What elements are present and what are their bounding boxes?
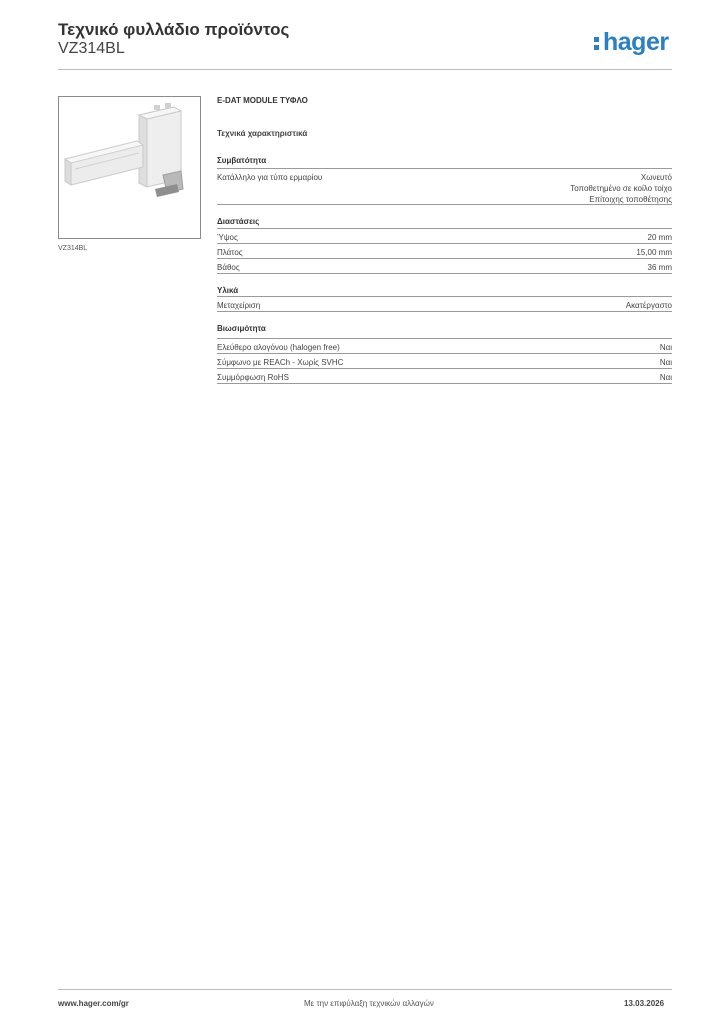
spec-value: Ναι bbox=[659, 343, 672, 352]
spec-label: Ελεύθερο αλογόνου (halogen free) bbox=[217, 343, 340, 352]
page-title: Τεχνικό φυλλάδιο προϊόντος bbox=[58, 20, 290, 39]
header-divider bbox=[58, 69, 672, 70]
footer-disclaimer: Με την επιφύλαξη τεχνικών αλλαγών bbox=[304, 999, 434, 1008]
product-name: E-DAT MODULE ΤΥΦΛΟ bbox=[217, 96, 308, 105]
spec-value: Ναι bbox=[659, 358, 672, 367]
spec-row bbox=[217, 243, 672, 258]
section-title-dimensions: Διαστάσεις bbox=[217, 217, 260, 226]
spec-row bbox=[217, 228, 672, 243]
spec-value: 36 mm bbox=[647, 263, 672, 272]
logo-dots-icon bbox=[594, 33, 600, 53]
section-divider bbox=[217, 311, 672, 312]
spec-label: Βάθος bbox=[217, 263, 240, 272]
footer-divider bbox=[58, 989, 672, 990]
section-title-compatibility: Συμβατότητα bbox=[217, 156, 267, 165]
spec-label: Ύψος bbox=[217, 233, 238, 242]
spec-row bbox=[217, 258, 672, 273]
spec-row bbox=[217, 338, 672, 353]
spec-label: Κατάλληλο για τύπο ερμαρίου bbox=[217, 173, 323, 182]
spec-value: Ακατέργαστο bbox=[625, 301, 672, 310]
section-divider bbox=[217, 204, 672, 205]
image-caption: VZ314BL bbox=[58, 245, 88, 252]
logo-text: hager bbox=[603, 28, 669, 56]
section-title-materials: Υλικά bbox=[217, 286, 239, 295]
spec-value: Χωνευτό bbox=[640, 173, 672, 182]
spec-value: 20 mm bbox=[647, 233, 672, 242]
spec-value: Ναι bbox=[659, 373, 672, 382]
section-divider bbox=[217, 383, 672, 384]
spec-label: Συμμόρφωση RoHS bbox=[217, 373, 289, 382]
spec-label: Μεταχείριση bbox=[217, 301, 261, 310]
hager-logo bbox=[594, 28, 669, 57]
spec-label: Πλάτος bbox=[217, 248, 243, 257]
product-illustration-icon bbox=[59, 97, 200, 238]
spec-value: Επίτοιχης τοποθέτησης bbox=[589, 195, 672, 204]
characteristics-heading: Τεχνικά χαρακτηριστικά bbox=[217, 129, 308, 138]
spec-value: Τοποθετημένο σε κοίλο τοίχο bbox=[570, 184, 672, 193]
product-code: VZ314BL bbox=[58, 40, 125, 57]
section-title-sustainability: Βιωσιμότητα bbox=[217, 324, 266, 333]
spec-value: 15,00 mm bbox=[636, 248, 672, 257]
section-divider bbox=[217, 273, 672, 274]
spec-row bbox=[217, 353, 672, 368]
footer-website-link[interactable]: www.hager.com/gr bbox=[58, 999, 129, 1008]
spec-label: Σύμφωνο με REACh - Χωρίς SVHC bbox=[217, 358, 344, 367]
footer-date: 13.03.2026 bbox=[624, 999, 665, 1008]
spec-row bbox=[217, 168, 672, 205]
spec-values bbox=[570, 172, 672, 205]
spec-row bbox=[217, 296, 672, 311]
product-image bbox=[58, 96, 201, 239]
spec-row bbox=[217, 368, 672, 383]
